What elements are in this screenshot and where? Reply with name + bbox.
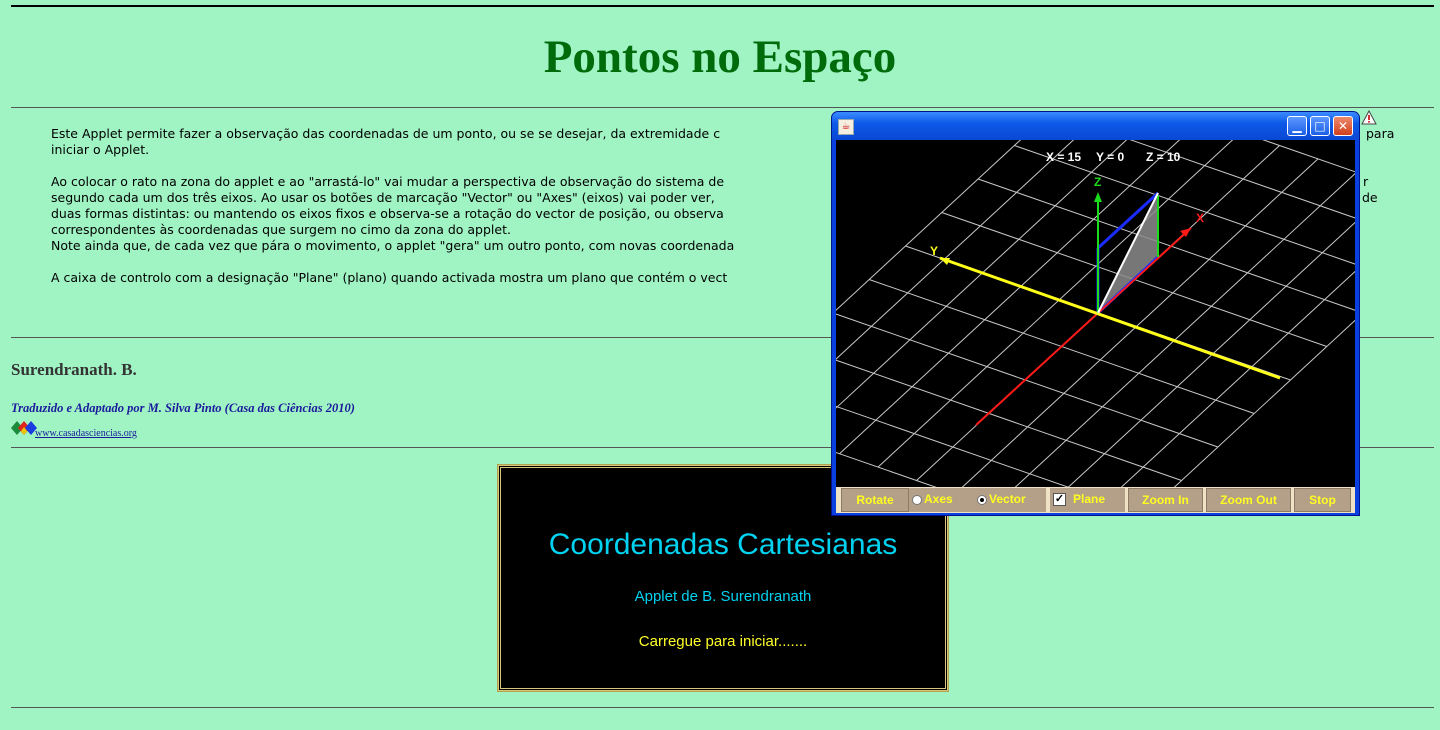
close-icon: ✕ — [1337, 119, 1349, 133]
3d-scene[interactable] — [836, 140, 1355, 487]
maximize-icon: □ — [1314, 119, 1326, 133]
text-tail: de — [1362, 190, 1378, 205]
text-line: Note ainda que, de cada vez que pára o movimento, o applet "gera" um outro ponto, com novas coordenada — [51, 238, 735, 253]
page-title: Pontos no Espaço — [543, 31, 897, 83]
java-cup-icon: ☕ — [838, 119, 854, 135]
x-axis-label: X — [1196, 211, 1205, 225]
text-tail: r — [1363, 174, 1369, 189]
grid-line — [836, 380, 1145, 487]
loader-subtitle: Applet de B. Surendranath — [634, 588, 812, 605]
minimize-button[interactable] — [1287, 116, 1307, 136]
close-button[interactable] — [1333, 116, 1353, 136]
y-axis-label: Y — [930, 244, 939, 258]
loader-message: Carregue para iniciar....... — [638, 633, 808, 650]
zoom-in-button[interactable]: Zoom In — [1128, 488, 1203, 512]
site-link[interactable]: www.casadasciencias.org — [35, 428, 137, 439]
axes-radio[interactable] — [912, 495, 922, 505]
author-name: Surendranath. B. — [11, 360, 137, 379]
grid-line — [840, 140, 1203, 454]
rotate-button[interactable]: Rotate — [841, 488, 909, 512]
grid-line — [878, 140, 1241, 467]
z-coord-readout: Z = 10 — [1146, 150, 1181, 164]
grid-line — [1014, 146, 1355, 280]
text-line: A caixa de controlo com a designação "Plane" (plano) quando activada mostra um plano que contém o vect — [51, 270, 728, 285]
3d-canvas[interactable] — [836, 140, 1355, 487]
z-axis-arrowhead — [1094, 192, 1102, 202]
y-axis — [940, 258, 1280, 378]
divider — [11, 707, 1434, 708]
plane-checkbox-group[interactable] — [1050, 488, 1125, 512]
divider — [11, 107, 1434, 108]
vector-radio-group[interactable] — [971, 488, 1046, 512]
x-coord-readout: X = 15 — [1046, 150, 1082, 164]
y-coord-readout: Y = 0 — [1096, 150, 1125, 164]
text-line: Ao colocar o rato na zona do applet e ao "arrastá-lo" vai mudar a perspectiva de observação do sistema de — [51, 174, 725, 189]
grid-line — [955, 159, 1318, 487]
minimize-icon: ▁ — [1292, 119, 1302, 133]
z-axis-label: Z — [1094, 175, 1102, 189]
stop-button[interactable]: Stop — [1294, 488, 1351, 512]
top-rule — [11, 5, 1434, 7]
applet-warning-icon[interactable] — [1361, 110, 1377, 125]
axes-radio-group[interactable] — [909, 488, 971, 512]
text-line: duas formas distintas: ou mantendo os eixos fixos e observa-se a rotação do vector de posição, ou observa — [51, 206, 724, 221]
plane-checkbox[interactable]: ✓ — [1054, 493, 1065, 505]
text-line: iniciar o Applet. — [51, 142, 150, 157]
loader-title: Coordenadas Cartesianas — [548, 528, 898, 561]
grid-line — [994, 172, 1356, 487]
grid-line — [836, 140, 1087, 414]
window-titlebar[interactable] — [832, 112, 1359, 140]
java-applet-window[interactable] — [831, 111, 1360, 516]
text-tail: para — [1366, 126, 1395, 141]
grid-line — [836, 347, 1182, 481]
axes-label: Axes — [924, 492, 953, 506]
vector-radio[interactable] — [977, 495, 987, 505]
text-line: Este Applet permite fazer a observação das coordenadas de um ponto, ou se se desejar, da extremidade c — [51, 126, 721, 141]
vector-label: Vector — [989, 492, 1026, 506]
plane-label: Plane — [1073, 492, 1106, 506]
casadasciencias-logo[interactable] — [11, 418, 37, 438]
grid-line — [1071, 199, 1356, 487]
maximize-button[interactable] — [1310, 116, 1330, 136]
grid-line — [836, 414, 1109, 488]
zoom-out-button[interactable]: Zoom Out — [1206, 488, 1291, 512]
applet-toolbar — [836, 487, 1355, 513]
text-line: segundo cada um dos três eixos. Ao usar os botões de marcação "Vector" ou "Axes" (eixos) vai poder ver, — [51, 190, 715, 205]
credit-text: Traduzido e Adaptado por M. Silva Pinto (Casa das Ciências 2010) — [11, 401, 355, 415]
text-line: correspondentes às coordenadas que surgem no cimo da zona do applet. — [51, 222, 511, 237]
